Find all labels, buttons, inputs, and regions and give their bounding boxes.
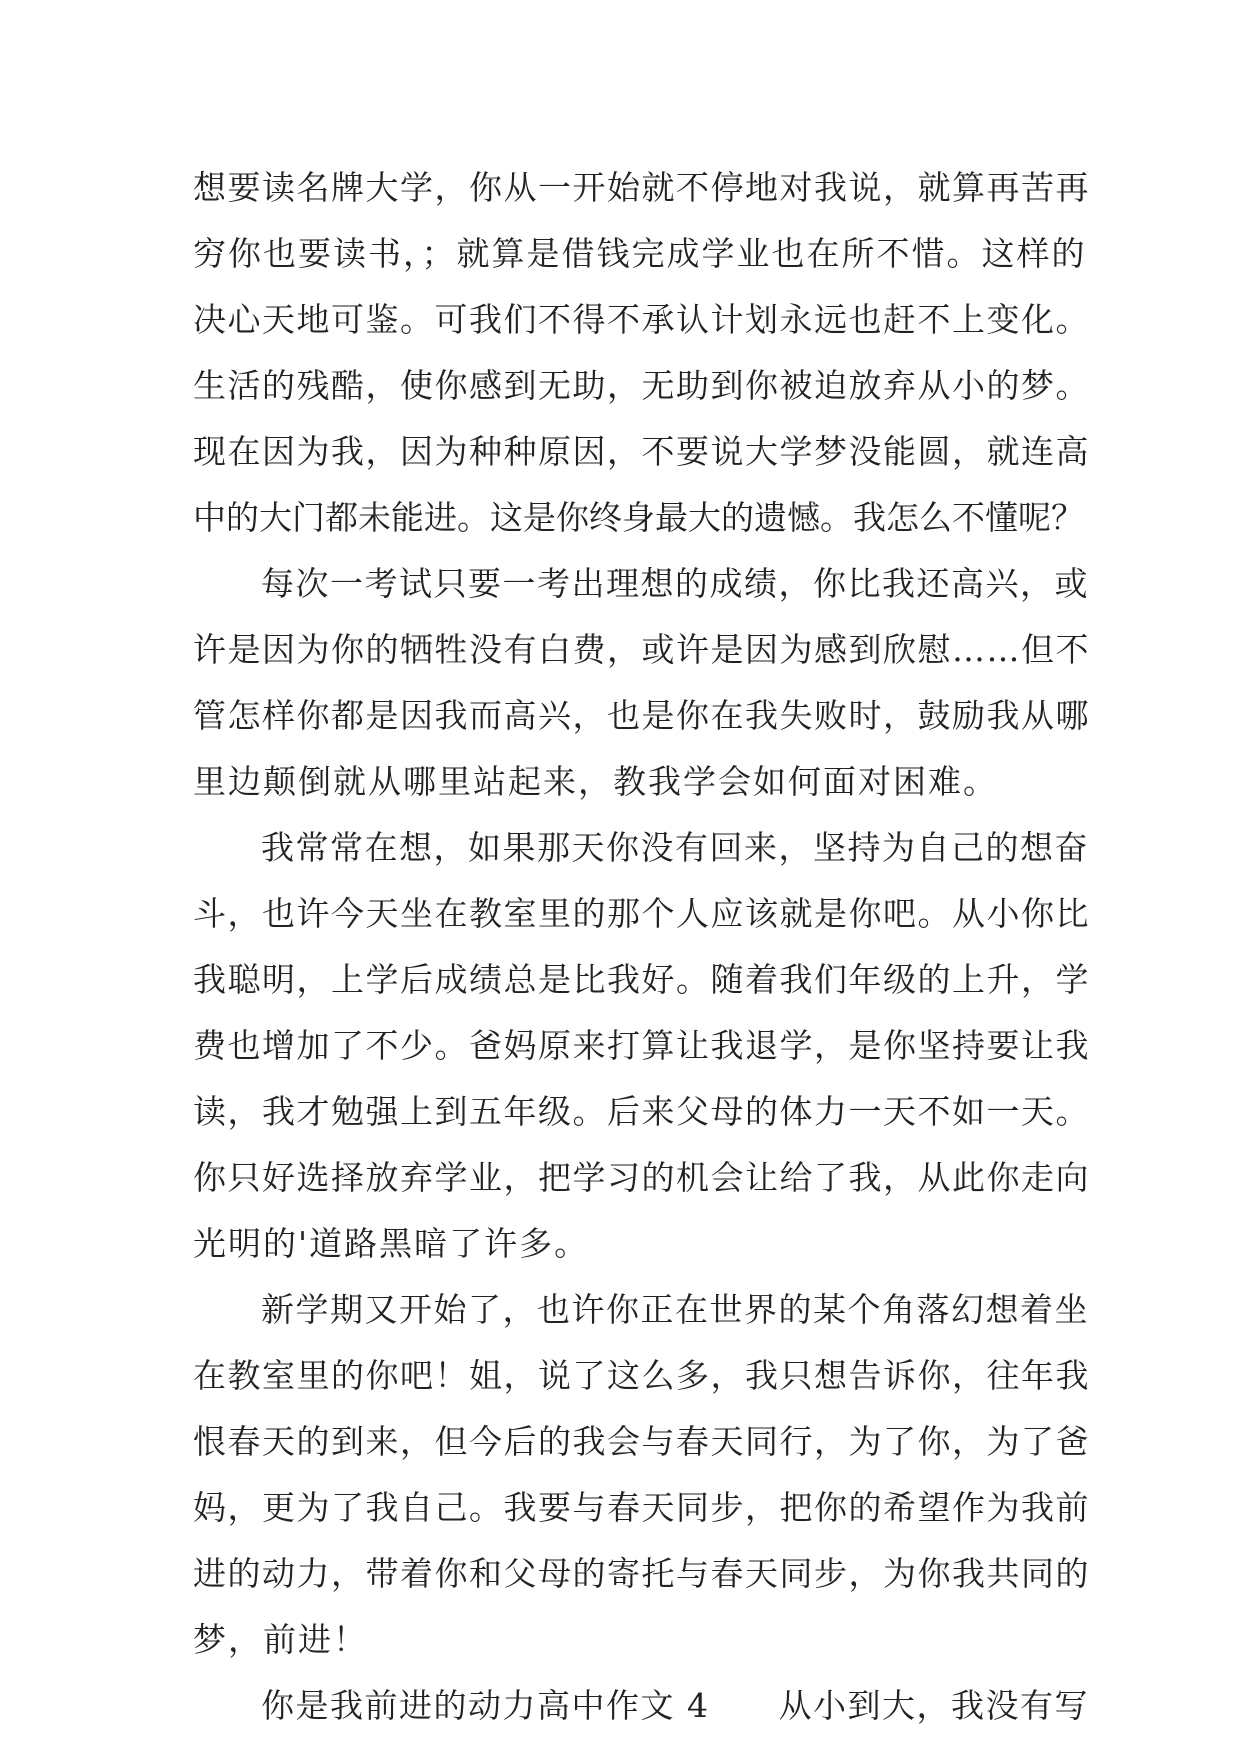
text-line: 梦，前进！ (193, 1620, 368, 1659)
text-line: 想要读名牌大学，你从一开始就不停地对我说，就算再苦再 (193, 168, 1090, 207)
text-line: 我常常在想，如果那天你没有回来，坚持为自己的想奋 (261, 828, 1089, 867)
text-line: 你是我前进的动力高中作文 4 从小到大，我没有写 (261, 1686, 1089, 1725)
text-line: 在教室里的你吧！姐，说了这么多，我只想告诉你，往年我 (193, 1356, 1090, 1395)
essay-body (193, 155, 1090, 1739)
text-line: 光明的'道路黑暗了许多。 (193, 1224, 590, 1263)
text-line: 新学期又开始了，也许你正在世界的某个角落幻想着坐 (261, 1290, 1089, 1329)
text-line: 每次一考试只要一考出理想的成绩，你比我还高兴，或 (261, 564, 1089, 603)
text-line: 管怎样你都是因我而高兴，也是你在我失败时，鼓励我从哪 (193, 696, 1090, 735)
text-line: 斗，也许今天坐在教室里的那个人应该就是你吧。从小你比 (193, 894, 1090, 933)
text-line: 恨春天的到来，但今后的我会与春天同行，为了你，为了爸 (193, 1422, 1090, 1461)
text-line: 费也增加了不少。爸妈原来打算让我退学，是你坚持要让我 (193, 1026, 1090, 1065)
text-line: 生活的残酷，使你感到无助，无助到你被迫放弃从小的梦。 (193, 366, 1090, 405)
text-line: 决心天地可鉴。可我们不得不承认计划永远也赶不上变化。 (193, 300, 1090, 339)
text-line: 妈，更为了我自己。我要与春天同步，把你的希望作为我前 (193, 1488, 1090, 1527)
text-line: 穷你也要读书，；就算是借钱完成学业也在所不惜。这样的 (193, 234, 1087, 273)
text-line: 你只好选择放弃学业，把学习的机会让给了我，从此你走向 (193, 1158, 1090, 1197)
text-line: 读，我才勉强上到五年级。后来父母的体力一天不如一天。 (193, 1092, 1090, 1131)
text-line: 里边颠倒就从哪里站起来，教我学会如何面对困难。 (193, 762, 998, 801)
text-line: 中的大门都未能进。这是你终身最大的遗憾。我怎么不懂呢？ (193, 498, 1084, 537)
text-line: 进的动力，带着你和父母的寄托与春天同步，为你我共同的 (193, 1554, 1090, 1593)
text-line: 我聪明，上学后成绩总是比我好。随着我们年级的上升，学 (193, 960, 1090, 999)
text-line: 现在因为我，因为种种原因，不要说大学梦没能圆，就连高 (193, 432, 1090, 471)
text-line: 许是因为你的牺牲没有白费，或许是因为感到欣慰……但不 (193, 630, 1090, 669)
